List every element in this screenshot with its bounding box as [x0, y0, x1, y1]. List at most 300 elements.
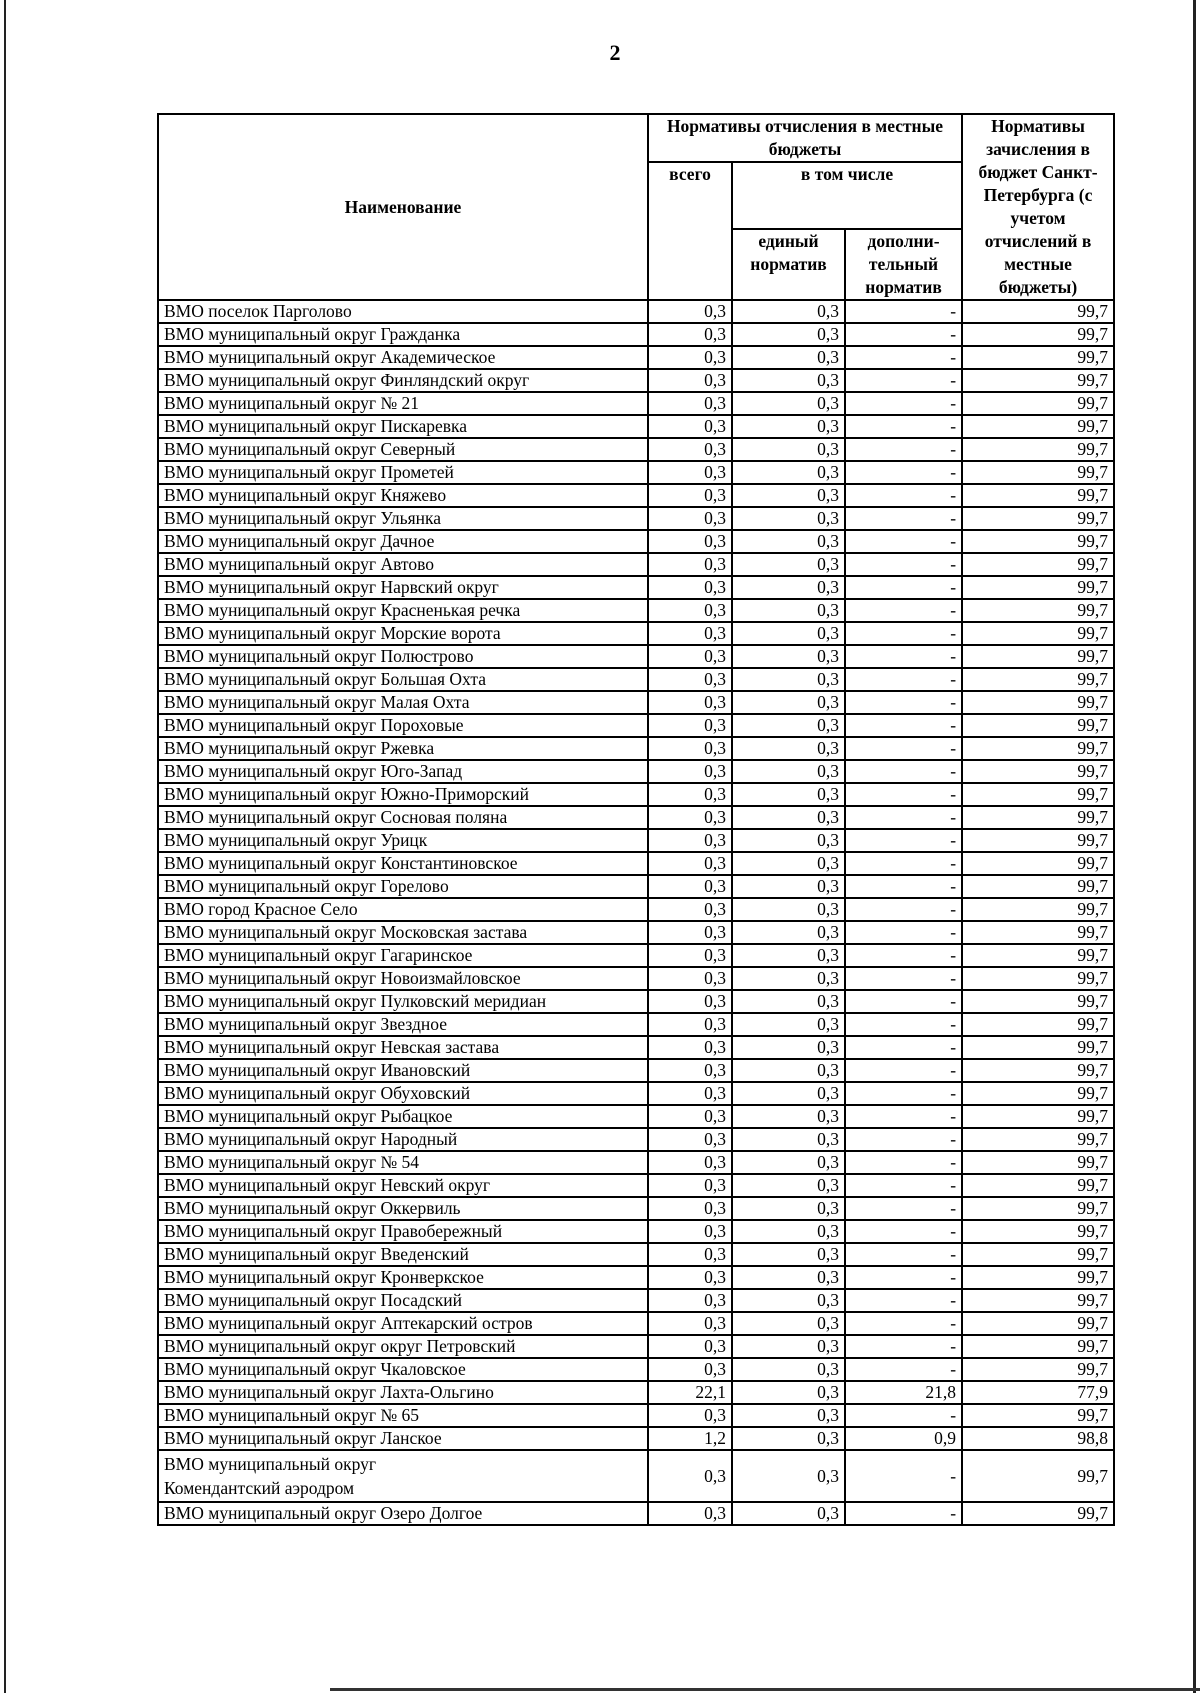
table-row: [158, 898, 1114, 921]
cell-unified: 0,3: [732, 668, 845, 691]
cell-unified: 0,3: [732, 599, 845, 622]
cell-total: 1,2: [648, 1427, 732, 1450]
table-row: [158, 1266, 1114, 1289]
cell-city: 99,7: [962, 852, 1114, 875]
cell-total: 0,3: [648, 1220, 732, 1243]
cell-additional: -: [845, 1036, 962, 1059]
cell-name: ВМО муниципальный округ Озеро Долгое: [158, 1502, 648, 1525]
cell-total: 0,3: [648, 599, 732, 622]
cell-additional: -: [845, 1197, 962, 1220]
cell-additional: -: [845, 461, 962, 484]
cell-name: ВМО муниципальный округ Южно-Приморский: [158, 783, 648, 806]
table-row: [158, 806, 1114, 829]
table-row: [158, 622, 1114, 645]
table-row: [158, 1335, 1114, 1358]
cell-unified: 0,3: [732, 898, 845, 921]
table-row: [158, 484, 1114, 507]
table-row: [158, 1013, 1114, 1036]
table-row: [158, 875, 1114, 898]
cell-unified: 0,3: [732, 829, 845, 852]
cell-name: ВМО муниципальный округ Большая Охта: [158, 668, 648, 691]
header-unified: единый норматив: [732, 229, 845, 300]
cell-city: 99,7: [962, 921, 1114, 944]
cell-total: 0,3: [648, 1197, 732, 1220]
cell-total: 0,3: [648, 484, 732, 507]
cell-unified: 0,3: [732, 484, 845, 507]
cell-name: ВМО муниципальный округ Московская застава: [158, 921, 648, 944]
cell-city: 99,7: [962, 1289, 1114, 1312]
cell-name: ВМО муниципальный округ Урицк: [158, 829, 648, 852]
cell-unified: 0,3: [732, 714, 845, 737]
cell-city: 99,7: [962, 484, 1114, 507]
cell-total: 0,3: [648, 1105, 732, 1128]
cell-name: ВМО муниципальный округ Княжево: [158, 484, 648, 507]
cell-additional: -: [845, 622, 962, 645]
table-body: [158, 300, 1114, 1525]
cell-city: 99,7: [962, 1266, 1114, 1289]
cell-unified: 0,3: [732, 1502, 845, 1525]
cell-name: ВМО муниципальный округ Юго-Запад: [158, 760, 648, 783]
cell-additional: -: [845, 760, 962, 783]
table-row: [158, 944, 1114, 967]
cell-additional: -: [845, 806, 962, 829]
table-row: [158, 760, 1114, 783]
cell-unified: 0,3: [732, 1358, 845, 1381]
cell-name: ВМО муниципальный округ Комендантский аэродром: [158, 1450, 648, 1502]
table-row: [158, 1220, 1114, 1243]
cell-name: ВМО муниципальный округ Гражданка: [158, 323, 648, 346]
cell-name: ВМО город Красное Село: [158, 898, 648, 921]
cell-city: 99,7: [962, 553, 1114, 576]
cell-name: ВМО муниципальный округ Финляндский округ: [158, 369, 648, 392]
cell-city: 99,7: [962, 1036, 1114, 1059]
cell-name: ВМО муниципальный округ Пулковский меридиан: [158, 990, 648, 1013]
table-row: [158, 1082, 1114, 1105]
cell-unified: 0,3: [732, 1220, 845, 1243]
table-row: [158, 829, 1114, 852]
cell-name: ВМО муниципальный округ Дачное: [158, 530, 648, 553]
cell-name: ВМО муниципальный округ Пороховые: [158, 714, 648, 737]
cell-total: 0,3: [648, 438, 732, 461]
cell-name: ВМО муниципальный округ Академическое: [158, 346, 648, 369]
cell-city: 99,7: [962, 599, 1114, 622]
table-row: [158, 1151, 1114, 1174]
cell-city: 99,7: [962, 990, 1114, 1013]
table-row: [158, 346, 1114, 369]
cell-additional: -: [845, 323, 962, 346]
table-row: [158, 1450, 1114, 1502]
table-row: [158, 507, 1114, 530]
cell-additional: -: [845, 921, 962, 944]
table-row: [158, 1502, 1114, 1525]
cell-additional: -: [845, 576, 962, 599]
cell-city: 99,7: [962, 1335, 1114, 1358]
cell-name: ВМО муниципальный округ Правобережный: [158, 1220, 648, 1243]
cell-name: ВМО муниципальный округ Звездное: [158, 1013, 648, 1036]
cell-total: 0,3: [648, 369, 732, 392]
cell-name: ВМО муниципальный округ Прометей: [158, 461, 648, 484]
cell-city: 99,7: [962, 806, 1114, 829]
cell-total: 0,3: [648, 668, 732, 691]
cell-total: 0,3: [648, 300, 732, 323]
cell-unified: 0,3: [732, 645, 845, 668]
cell-city: 98,8: [962, 1427, 1114, 1450]
cell-name: ВМО муниципальный округ Ржевка: [158, 737, 648, 760]
cell-city: 99,7: [962, 1174, 1114, 1197]
cell-city: 99,7: [962, 1082, 1114, 1105]
cell-total: 0,3: [648, 622, 732, 645]
table-row: [158, 852, 1114, 875]
cell-total: 0,3: [648, 1243, 732, 1266]
cell-city: 99,7: [962, 898, 1114, 921]
cell-unified: 0,3: [732, 852, 845, 875]
cell-total: 0,3: [648, 1358, 732, 1381]
table-row: [158, 1404, 1114, 1427]
cell-unified: 0,3: [732, 1335, 845, 1358]
cell-total: 0,3: [648, 1082, 732, 1105]
cell-city: 99,7: [962, 622, 1114, 645]
cell-total: 0,3: [648, 530, 732, 553]
table-row: [158, 990, 1114, 1013]
cell-city: 99,7: [962, 1243, 1114, 1266]
cell-city: 99,7: [962, 369, 1114, 392]
cell-unified: 0,3: [732, 392, 845, 415]
cell-total: 0,3: [648, 714, 732, 737]
cell-city: 99,7: [962, 392, 1114, 415]
cell-city: 99,7: [962, 668, 1114, 691]
cell-additional: -: [845, 967, 962, 990]
cell-total: 0,3: [648, 760, 732, 783]
cell-unified: 0,3: [732, 1128, 845, 1151]
cell-total: 0,3: [648, 691, 732, 714]
table-row: [158, 1128, 1114, 1151]
cell-additional: -: [845, 346, 962, 369]
cell-name: ВМО муниципальный округ Пискаревка: [158, 415, 648, 438]
cell-total: 0,3: [648, 875, 732, 898]
table-row: [158, 1174, 1114, 1197]
cell-name: ВМО муниципальный округ Народный: [158, 1128, 648, 1151]
cell-name: ВМО муниципальный округ № 54: [158, 1151, 648, 1174]
cell-additional: -: [845, 1105, 962, 1128]
cell-total: 0,3: [648, 1128, 732, 1151]
cell-total: 22,1: [648, 1381, 732, 1404]
cell-unified: 0,3: [732, 1289, 845, 1312]
cell-city: 99,7: [962, 576, 1114, 599]
table-row: [158, 737, 1114, 760]
cell-total: 0,3: [648, 323, 732, 346]
cell-additional: -: [845, 1082, 962, 1105]
cell-additional: -: [845, 898, 962, 921]
cell-city: 99,7: [962, 1450, 1114, 1502]
header-city-budget: Нормативы зачисления в бюджет Санкт-Петербурга (с учетом отчислений в местные бюджеты): [962, 114, 1114, 300]
table-row: [158, 576, 1114, 599]
cell-unified: 0,3: [732, 1013, 845, 1036]
cell-total: 0,3: [648, 576, 732, 599]
cell-unified: 0,3: [732, 1381, 845, 1404]
cell-name: ВМО муниципальный округ Новоизмайловское: [158, 967, 648, 990]
cell-unified: 0,3: [732, 1427, 845, 1450]
cell-name: ВМО муниципальный округ Горелово: [158, 875, 648, 898]
cell-city: 99,7: [962, 1358, 1114, 1381]
table-row: [158, 668, 1114, 691]
cell-city: 99,7: [962, 1059, 1114, 1082]
cell-name: ВМО муниципальный округ Морские ворота: [158, 622, 648, 645]
cell-unified: 0,3: [732, 438, 845, 461]
cell-name: ВМО муниципальный округ Гагаринское: [158, 944, 648, 967]
cell-additional: -: [845, 530, 962, 553]
cell-city: 99,7: [962, 1105, 1114, 1128]
cell-total: 0,3: [648, 507, 732, 530]
cell-unified: 0,3: [732, 300, 845, 323]
page-number: 2: [609, 40, 621, 65]
cell-additional: -: [845, 1404, 962, 1427]
cell-total: 0,3: [648, 1289, 732, 1312]
cell-unified: 0,3: [732, 369, 845, 392]
cell-city: 99,7: [962, 783, 1114, 806]
cell-additional: -: [845, 1289, 962, 1312]
cell-unified: 0,3: [732, 553, 845, 576]
cell-name: ВМО муниципальный округ Рыбацкое: [158, 1105, 648, 1128]
cell-city: 99,7: [962, 415, 1114, 438]
cell-additional: -: [845, 1502, 962, 1525]
cell-name: ВМО муниципальный округ Посадский: [158, 1289, 648, 1312]
cell-additional: -: [845, 1013, 962, 1036]
cell-unified: 0,3: [732, 921, 845, 944]
norms-table: [157, 113, 1115, 1526]
cell-name: ВМО муниципальный округ Обуховский: [158, 1082, 648, 1105]
cell-additional: -: [845, 369, 962, 392]
cell-additional: -: [845, 300, 962, 323]
cell-additional: -: [845, 1335, 962, 1358]
cell-city: 99,7: [962, 1502, 1114, 1525]
cell-name: ВМО муниципальный округ Малая Охта: [158, 691, 648, 714]
cell-unified: 0,3: [732, 1059, 845, 1082]
cell-additional: -: [845, 1220, 962, 1243]
cell-name: ВМО поселок Парголово: [158, 300, 648, 323]
table-row: [158, 1289, 1114, 1312]
cell-unified: 0,3: [732, 783, 845, 806]
cell-total: 0,3: [648, 1013, 732, 1036]
cell-city: 99,7: [962, 967, 1114, 990]
cell-unified: 0,3: [732, 1197, 845, 1220]
cell-name: ВМО муниципальный округ Аптекарский остров: [158, 1312, 648, 1335]
cell-city: 77,9: [962, 1381, 1114, 1404]
cell-total: 0,3: [648, 806, 732, 829]
cell-unified: 0,3: [732, 1266, 845, 1289]
cell-additional: -: [845, 599, 962, 622]
cell-total: 0,3: [648, 346, 732, 369]
table-row: [158, 392, 1114, 415]
cell-city: 99,7: [962, 760, 1114, 783]
cell-unified: 0,3: [732, 1404, 845, 1427]
table-row: [158, 369, 1114, 392]
cell-additional: -: [845, 1312, 962, 1335]
table-header: [158, 114, 1114, 300]
table-row: [158, 530, 1114, 553]
cell-name: ВМО муниципальный округ Полюстрово: [158, 645, 648, 668]
cell-additional: -: [845, 852, 962, 875]
cell-city: 99,7: [962, 346, 1114, 369]
cell-additional: -: [845, 645, 962, 668]
cell-additional: 0,9: [845, 1427, 962, 1450]
cell-unified: 0,3: [732, 415, 845, 438]
cell-unified: 0,3: [732, 1036, 845, 1059]
cell-city: 99,7: [962, 944, 1114, 967]
scan-edge-right: [1193, 0, 1196, 1693]
table-row: [158, 415, 1114, 438]
cell-total: 0,3: [648, 921, 732, 944]
cell-additional: -: [845, 714, 962, 737]
cell-total: 0,3: [648, 1174, 732, 1197]
cell-total: 0,3: [648, 1036, 732, 1059]
cell-unified: 0,3: [732, 1082, 845, 1105]
cell-additional: -: [845, 990, 962, 1013]
cell-city: 99,7: [962, 1013, 1114, 1036]
cell-additional: -: [845, 944, 962, 967]
cell-total: 0,3: [648, 415, 732, 438]
cell-additional: -: [845, 415, 962, 438]
cell-total: 0,3: [648, 1404, 732, 1427]
cell-total: 0,3: [648, 852, 732, 875]
cell-total: 0,3: [648, 392, 732, 415]
table-row: [158, 599, 1114, 622]
cell-additional: -: [845, 1450, 962, 1502]
cell-name: ВМО муниципальный округ № 21: [158, 392, 648, 415]
cell-additional: -: [845, 484, 962, 507]
table-row: [158, 1036, 1114, 1059]
cell-city: 99,7: [962, 1197, 1114, 1220]
cell-name: ВМО муниципальный округ Ланское: [158, 1427, 648, 1450]
cell-total: 0,3: [648, 1266, 732, 1289]
cell-unified: 0,3: [732, 760, 845, 783]
cell-unified: 0,3: [732, 323, 845, 346]
cell-total: 0,3: [648, 461, 732, 484]
table-row: [158, 783, 1114, 806]
cell-name: ВМО муниципальный округ Невский округ: [158, 1174, 648, 1197]
cell-city: 99,7: [962, 1220, 1114, 1243]
cell-name: ВМО муниципальный округ Кронверкское: [158, 1266, 648, 1289]
header-including: в том числе: [732, 162, 962, 229]
cell-name: ВМО муниципальный округ Лахта-Ольгино: [158, 1381, 648, 1404]
cell-additional: -: [845, 668, 962, 691]
table-row: [158, 1381, 1114, 1404]
header-local-budgets: Нормативы отчисления в местные бюджеты: [648, 114, 962, 162]
cell-city: 99,7: [962, 461, 1114, 484]
cell-city: 99,7: [962, 1404, 1114, 1427]
cell-total: 0,3: [648, 944, 732, 967]
cell-total: 0,3: [648, 1450, 732, 1502]
cell-name: ВМО муниципальный округ Константиновское: [158, 852, 648, 875]
cell-name: ВМО муниципальный округ Автово: [158, 553, 648, 576]
header-additional: дополни-тельный норматив: [845, 229, 962, 300]
cell-city: 99,7: [962, 1128, 1114, 1151]
scan-edge-left: [4, 0, 6, 1693]
cell-total: 0,3: [648, 1059, 732, 1082]
table-row: [158, 1197, 1114, 1220]
table-row: [158, 1059, 1114, 1082]
cell-city: 99,7: [962, 300, 1114, 323]
cell-additional: -: [845, 1358, 962, 1381]
cell-additional: -: [845, 1151, 962, 1174]
cell-city: 99,7: [962, 438, 1114, 461]
cell-additional: 21,8: [845, 1381, 962, 1404]
cell-unified: 0,3: [732, 461, 845, 484]
cell-additional: -: [845, 507, 962, 530]
cell-additional: -: [845, 1128, 962, 1151]
cell-name: ВМО муниципальный округ Ульянка: [158, 507, 648, 530]
cell-city: 99,7: [962, 691, 1114, 714]
cell-total: 0,3: [648, 783, 732, 806]
cell-additional: -: [845, 829, 962, 852]
cell-additional: -: [845, 392, 962, 415]
table-row: [158, 1243, 1114, 1266]
cell-additional: -: [845, 737, 962, 760]
cell-additional: -: [845, 553, 962, 576]
header-total: всего: [648, 162, 732, 300]
table-row: [158, 921, 1114, 944]
table-row: [158, 1312, 1114, 1335]
table-row: [158, 714, 1114, 737]
table-row: [158, 1427, 1114, 1450]
header-name: Наименование: [158, 114, 648, 300]
table-row: [158, 300, 1114, 323]
cell-additional: -: [845, 438, 962, 461]
cell-city: 99,7: [962, 530, 1114, 553]
table-row: [158, 1105, 1114, 1128]
cell-unified: 0,3: [732, 622, 845, 645]
cell-unified: 0,3: [732, 806, 845, 829]
cell-total: 0,3: [648, 553, 732, 576]
cell-name: ВМО муниципальный округ Невская застава: [158, 1036, 648, 1059]
cell-total: 0,3: [648, 1151, 732, 1174]
cell-unified: 0,3: [732, 737, 845, 760]
cell-additional: -: [845, 783, 962, 806]
table-row: [158, 323, 1114, 346]
cell-name: ВМО муниципальный округ Красненькая речка: [158, 599, 648, 622]
cell-additional: -: [845, 1243, 962, 1266]
cell-name: ВМО муниципальный округ округ Петровский: [158, 1335, 648, 1358]
cell-additional: -: [845, 1174, 962, 1197]
cell-unified: 0,3: [732, 1105, 845, 1128]
cell-unified: 0,3: [732, 1312, 845, 1335]
cell-name: ВМО муниципальный округ Оккервиль: [158, 1197, 648, 1220]
cell-unified: 0,3: [732, 990, 845, 1013]
cell-unified: 0,3: [732, 1243, 845, 1266]
cell-name: ВМО муниципальный округ Чкаловское: [158, 1358, 648, 1381]
table-row: [158, 645, 1114, 668]
cell-unified: 0,3: [732, 875, 845, 898]
cell-total: 0,3: [648, 1312, 732, 1335]
table-row: [158, 461, 1114, 484]
cell-total: 0,3: [648, 990, 732, 1013]
cell-city: 99,7: [962, 323, 1114, 346]
cell-city: 99,7: [962, 1312, 1114, 1335]
cell-name: ВМО муниципальный округ Сосновая поляна: [158, 806, 648, 829]
cell-total: 0,3: [648, 829, 732, 852]
cell-name: ВМО муниципальный округ Северный: [158, 438, 648, 461]
table-row: [158, 438, 1114, 461]
table-row: [158, 553, 1114, 576]
cell-name: ВМО муниципальный округ Введенский: [158, 1243, 648, 1266]
cell-total: 0,3: [648, 1502, 732, 1525]
table-row: [158, 1358, 1114, 1381]
cell-unified: 0,3: [732, 507, 845, 530]
cell-city: 99,7: [962, 875, 1114, 898]
cell-name: ВМО муниципальный округ Нарвский округ: [158, 576, 648, 599]
cell-name: ВМО муниципальный округ № 65: [158, 1404, 648, 1427]
cell-total: 0,3: [648, 898, 732, 921]
cell-additional: -: [845, 1059, 962, 1082]
